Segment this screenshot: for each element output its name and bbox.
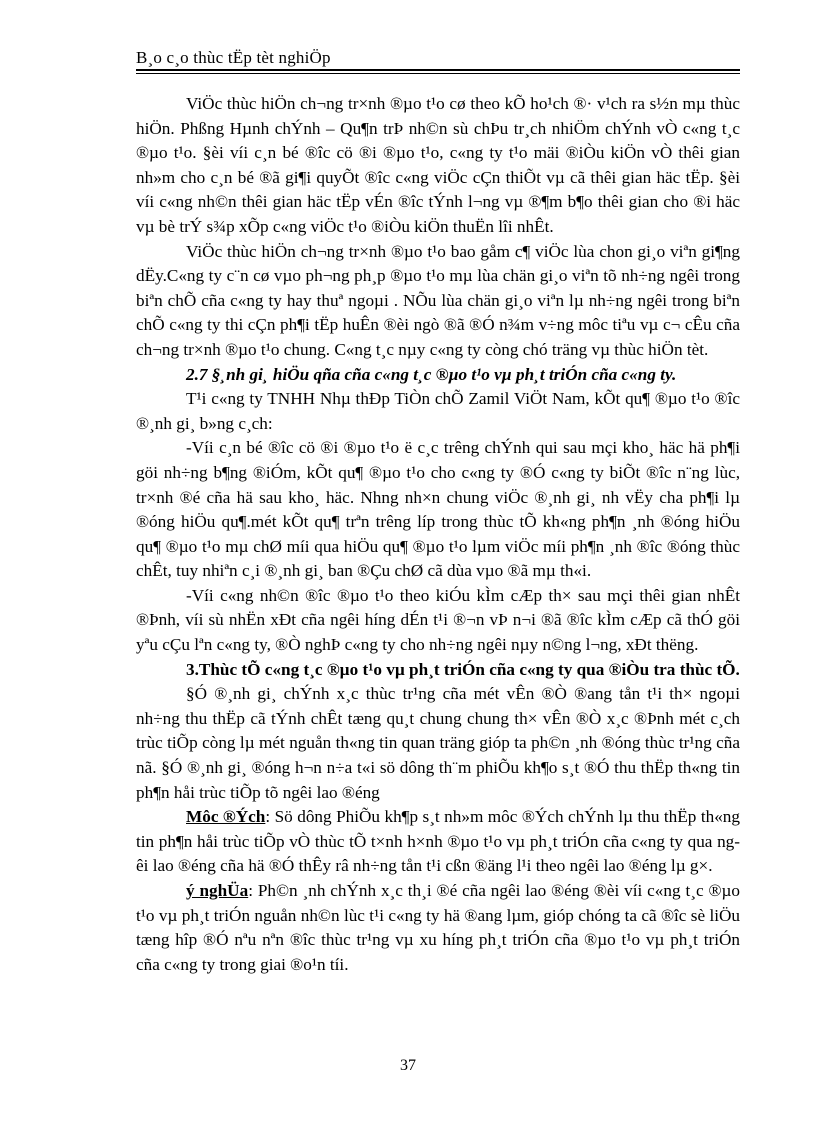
header-rule-thick [136, 69, 740, 71]
purpose-label: Môc ®Ých [186, 807, 266, 827]
page-number: 37 [400, 1057, 416, 1074]
paragraph: T¹i c«ng ty TNHH Nhµ thÐp TiÒn chÕ Zamil ViÖt Nam, kÕt qu¶ ®µo t¹o ®îc ®¸nh gi¸ b»ng c¸ch: [136, 389, 740, 433]
paragraph: §Ó ®¸nh gi¸ chÝnh x¸c thùc tr¹ng cña mét vÊn ®Ò ®ang tån t¹i th× ngoµi nh÷ng thu thËp cã tÝnh chÊt tæng qu¸t chung chung th× vÊn ®Ò x¸c ®Þnh mét c¸ch trùc tiÕp còng lµ mét nguån th«ng tin quan träng gióp ta ph©n ¸nh ®óng thùc tr¹ng cña nã. §Ó ®¸nh gi¸ ®óng h¬n n÷a t«i sö dông th¨m phiÕu kh¶o s¸t ®Ó thu thËp th«ng tin ph¶n håi trùc tiÕp tõ ngêi lao ®éng [136, 684, 740, 802]
header-rule-thin [136, 73, 740, 74]
document-body [136, 92, 740, 977]
paragraph: -Víi c«ng nh©n ®îc ®µo t¹o theo kiÓu kÌm cÆp th× sau mçi thêi gian nhÊt ®Þnh, víi sù nhËn xÐt cña ngêi híng dÉn t¹i ®¬n vÞ n¬i ®ã ®îc kÌm cÆp cã thÓ göi yªu cÇu lªn c«ng ty, ®Ò nghÞ c«ng ty cho nh÷ng ngêi nµy n©ng l¬ng, xÐt thëng. [136, 585, 740, 655]
paragraph: ViÖc thùc hiÖn ch¬ng tr×nh ®µo t¹o bao gåm c¶ viÖc lùa chon gi¸o viªn gi¶ng dËy.C«ng ty c¨n cø vµo ph¬ng ph¸p ®µo t¹o mµ lùa chän gi¸o viªn tõ nh÷ng ngêi trong biªn chÕ cña c«ng ty hay thuª ngoµi . NÕu lùa chän gi¸o viªn lµ nh÷ng ngêi trong biªn chÕ c«ng ty thi cÇn ph¶i tËp huÊn ®èi ngò ®ã ®Ó n¾m v÷ng môc tiªu vµ c¬ cÊu cña ch¬ng tr×nh ®µo t¹o chung. C«ng t¸c nµy c«ng ty còng chó träng vµ thùc hiÖn tèt. [136, 241, 740, 359]
purpose-text: : Sö dông PhiÕu kh¶p s¸t nh»m môc ®Ých chÝnh lµ thu thËp th«ng tin ph¶n håi trùc tiÕp vÒ thùc tÕ t×nh h×nh ®µo t¹o vµ ph¸t triÓn cña c«ng ty qua ngêi lao ®éng cña hä ®Ó thÊy râ nh÷ng tån t¹i cßn ®äng l¹i theo ngêi lao ®éng lµ g×. [136, 807, 740, 876]
paragraph: -Víi c¸n bé ®îc cö ®i ®µo t¹o ë c¸c trêng chÝnh qui sau mçi kho¸ häc hä ph¶i göi nh÷ng b¶ng ®iÓm, kÕt qu¶ ®µo t¹o cho c«ng ty ®Ó c«ng ty biÕt ®îc n¨ng lùc, tr×nh ®é cña hä sau kho¸ häc. Nhng nh×n chung viÖc ®¸nh gi¸ nh vËy cha ph¶i lµ ®óng hiÖu qu¶.mét kÕt qu¶ trªn trêng líp trong thùc tÕ kh«ng ph¶n ¸nh ®óng hiÖu qu¶ ®µo t¹o mµ chØ míi qua hiÖu qu¶ ®µo t¹o lµm viÖc míi ph¶n ¸nh ®îc ®óng thùc chÊt, tuy nhiªn c¸i ®¸nh gi¸ ban ®Çu chØ cã dùa vµo ®ã mµ th«i. [136, 438, 740, 581]
page-header-title: B¸o c¸o thùc tËp tèt nghiÖp [136, 48, 331, 67]
meaning-label: ý nghÜa [186, 881, 249, 900]
paragraph-meaning [136, 879, 740, 977]
paragraph-purpose [136, 805, 740, 879]
meaning-text: : Ph©n ¸nh chÝnh x¸c th¸i ®é cña ngêi lao ®éng ®èi víi c«ng t¸c ®µo t¹o vµ ph¸t triÓn nguån nh©n lùc t¹i c«ng ty hä ®ang lµm, gióp chóng ta cã ®îc sè liÖu tæng hîp ®Ó nªu nªn ®îc thùc tr¹ng vµ xu híng ph¸t triÓn cña ®µo t¹o vµ ph¸t triÓn cña c«ng ty trong giai ®o¹n tíi. [136, 881, 741, 974]
section-heading: 2.7 §¸nh gi¸ hiÖu qña cña c«ng t¸c ®µo t¹o vµ ph¸t triÓn cña c«ng ty. [186, 364, 677, 384]
section-heading: 3.Thùc tÕ c«ng t¸c ®µo t¹o vµ ph¸t triÓn cña c«ng ty qua ®iÒu tra thùc tÕ. [186, 659, 740, 679]
paragraph: ViÖc thùc hiÖn ch¬ng tr×nh ®µo t¹o cø theo kÕ ho¹ch ®· v¹ch ra s½n mµ thùc hiÖn. Phßng Hµnh chÝnh – Qu¶n trÞ nh©n sù chÞu tr¸ch nhiÖm chÝnh vÒ c«ng t¸c ®µo t¹o. §èi víi c¸n bé ®îc cö ®i ®µo t¹o, c«ng ty t¹o mäi ®iÒu kiÖn vÒ thêi gian nh»m cho c¸n bé ®ã gi¶i quyÕt ®îc c«ng viÖc cÇn thiÕt vµ cã thêi gian häc tËp. §èi víi c«ng nh©n thêi gian häc tËp vÉn ®îc tÝnh l¬ng vµ ®¶m b¶o thêi gian cho ®i häc vµ bè trÝ s¾p xÕp c«ng viÖc t¹o ®iÒu kiÖn thuËn lîi nhÊt. [136, 94, 740, 236]
